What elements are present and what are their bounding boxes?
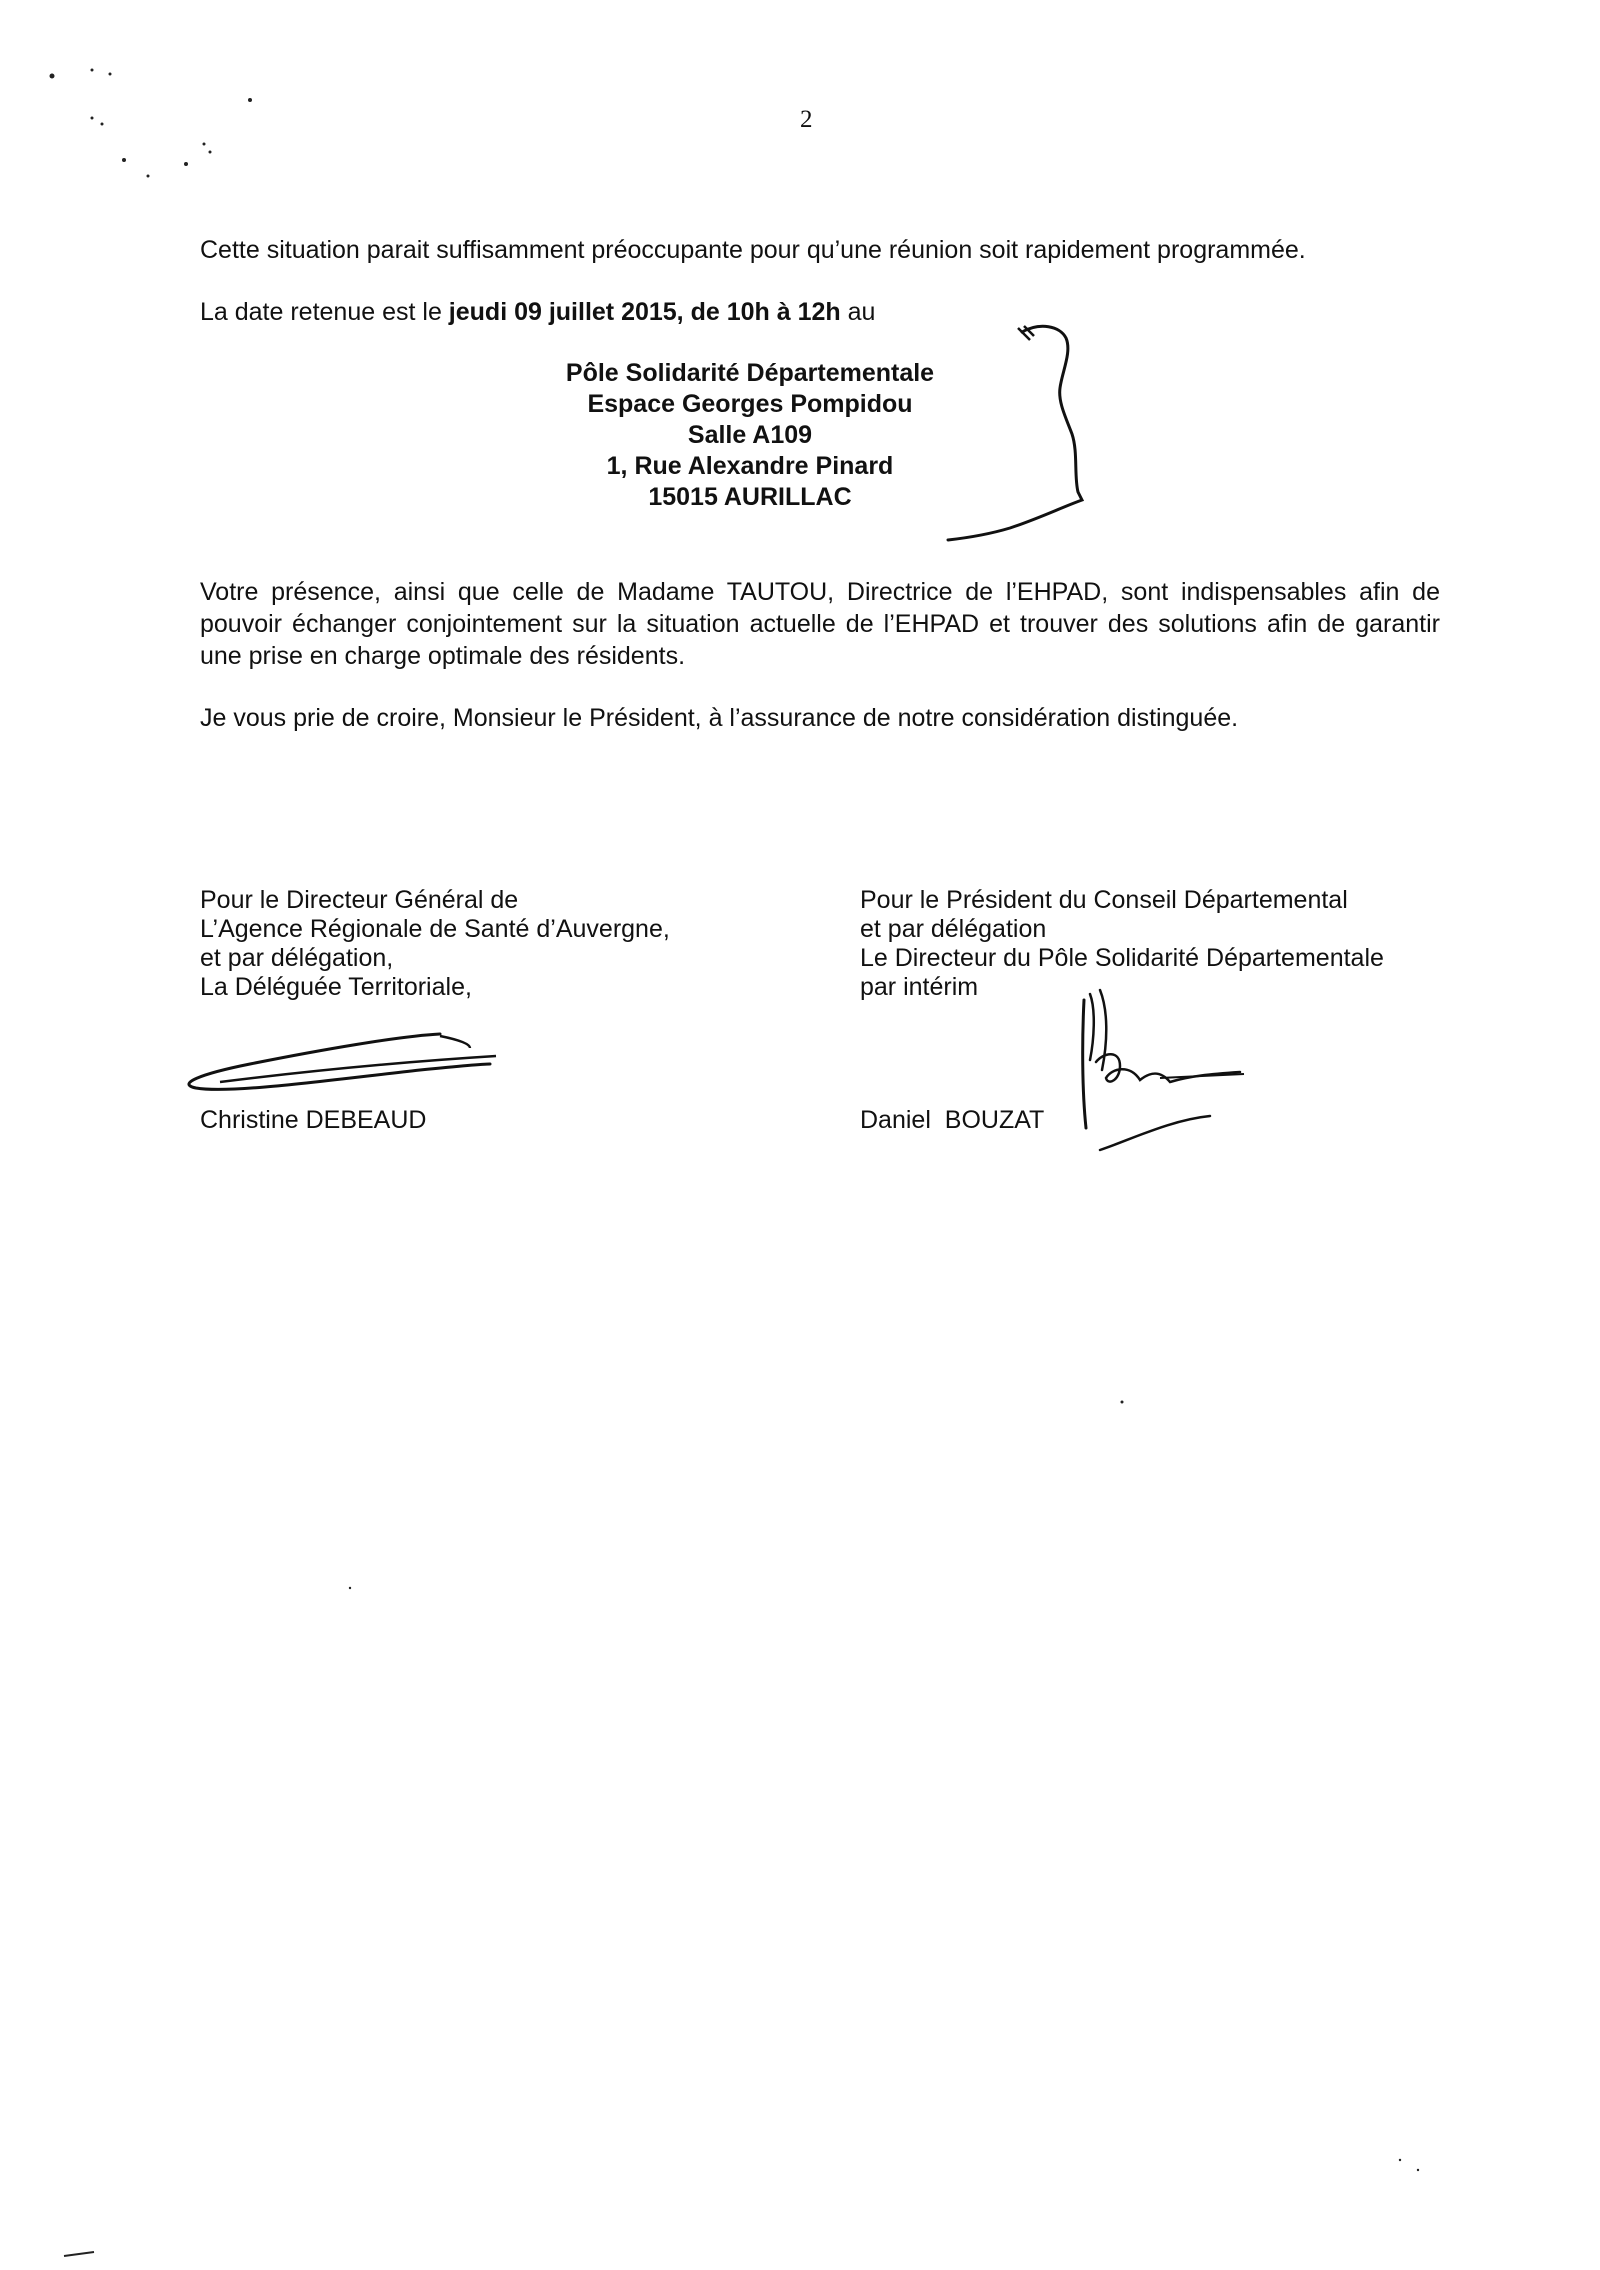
date-prefix: La date retenue est le xyxy=(200,298,449,326)
address-line: Espace Georges Pompidou xyxy=(587,390,913,418)
signature-line: L’Agence Régionale de Santé d’Auvergne, xyxy=(200,915,670,943)
meeting-date: jeudi 09 juillet 2015, de 10h à 12h xyxy=(448,298,841,326)
signature-line: et par délégation, xyxy=(200,944,394,972)
signature-line: Pour le Président du Conseil Départemental xyxy=(860,886,1348,914)
address-line: Pôle Solidarité Départementale xyxy=(565,359,935,387)
paragraph-presence: Votre présence, ainsi que celle de Madame TAUTOU, Directrice de l’EHPAD, sont indispensables afin de pouvoir échanger conjointement sur la situation actuelle de l’EHPAD et trouver des solutions afin de garantir une prise en charge optimale des résidents. xyxy=(200,578,1440,670)
signature-line: et par délégation xyxy=(860,915,1047,943)
paragraph-closing: Je vous prie de croire, Monsieur le Président, à l’assurance de notre considération distinguée. xyxy=(200,704,1239,732)
signer-name-right: Daniel BOUZAT xyxy=(860,1106,1045,1134)
signature-line: La Déléguée Territoriale, xyxy=(200,973,472,1001)
page-number: 2 xyxy=(800,106,813,133)
signature-line: Pour le Directeur Général de xyxy=(200,886,519,914)
address-line: 15015 AURILLAC xyxy=(648,483,852,511)
signature-line: Le Directeur du Pôle Solidarité Départementale xyxy=(860,944,1384,972)
address-line: Salle A109 xyxy=(687,421,813,449)
address-line: 1, Rue Alexandre Pinard xyxy=(606,452,894,480)
date-suffix: au xyxy=(840,298,876,326)
signature-line: par intérim xyxy=(860,973,979,1001)
paragraph-situation: Cette situation parait suffisamment préoccupante pour qu’une réunion soit rapidement programmée. xyxy=(200,236,1306,264)
signer-name-left: Christine DEBEAUD xyxy=(200,1106,427,1134)
